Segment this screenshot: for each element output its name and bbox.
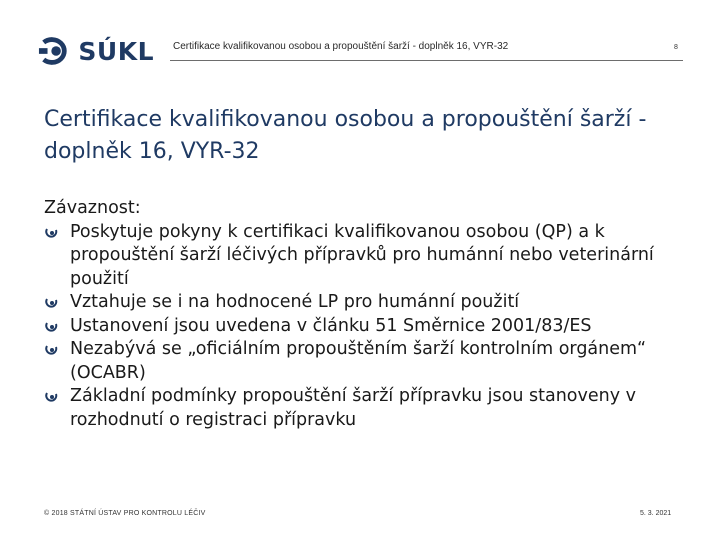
- list-item: [44, 291, 704, 315]
- bullet-list: [44, 221, 704, 433]
- logo-text: SÚKL: [78, 36, 154, 66]
- slide-title: Certifikace kvalifikovanou osobou a propouštění šarží - doplněk 16, VYR-32: [44, 107, 647, 164]
- bullet-arrow-icon: [44, 390, 60, 403]
- bullet-arrow-icon: [44, 226, 60, 239]
- bullet-text: Vztahuje se i na hodnocené LP pro humánní použití: [70, 292, 520, 312]
- header-divider: [170, 60, 683, 61]
- bullet-text: Nezabývá se „oficiálním propouštěním šarží kontrolním orgánem“ (OCABR): [70, 339, 647, 383]
- bullet-text: Ustanovení jsou uvedena v článku 51 Směrnice 2001/83/ES: [70, 315, 592, 336]
- slide-body: [44, 197, 704, 432]
- list-item: [44, 338, 704, 385]
- list-item: [44, 385, 704, 432]
- footer-copyright: © 2018 STÁTNÍ ÚSTAV PRO KONTROLU LÉČIV: [44, 510, 206, 517]
- sukl-logo-icon: [38, 36, 70, 66]
- bullet-arrow-icon: [44, 296, 60, 309]
- header-title: Certifikace kvalifikovanou osobou a propouštění šarží - doplněk 16, VYR-32: [173, 41, 509, 52]
- list-item: [44, 315, 704, 339]
- bullet-text: Základní podmínky propouštění šarží přípravku jsou stanoveny v rozhodnutí o registraci přípravku: [70, 386, 636, 430]
- bullet-arrow-icon: [44, 343, 60, 356]
- list-item: [44, 221, 704, 292]
- sukl-logo: [38, 34, 154, 68]
- bullet-text: Poskytuje pokyny k certifikaci kvalifikovanou osobou (QP) a k propouštění šarží léčivých přípravků pro humánní nebo veterinární použití: [70, 221, 654, 289]
- intro-label: Závaznost:: [44, 198, 141, 218]
- page-number: 8: [674, 44, 678, 51]
- footer-date: 5. 3. 2021: [640, 510, 672, 517]
- bullet-arrow-icon: [44, 320, 60, 333]
